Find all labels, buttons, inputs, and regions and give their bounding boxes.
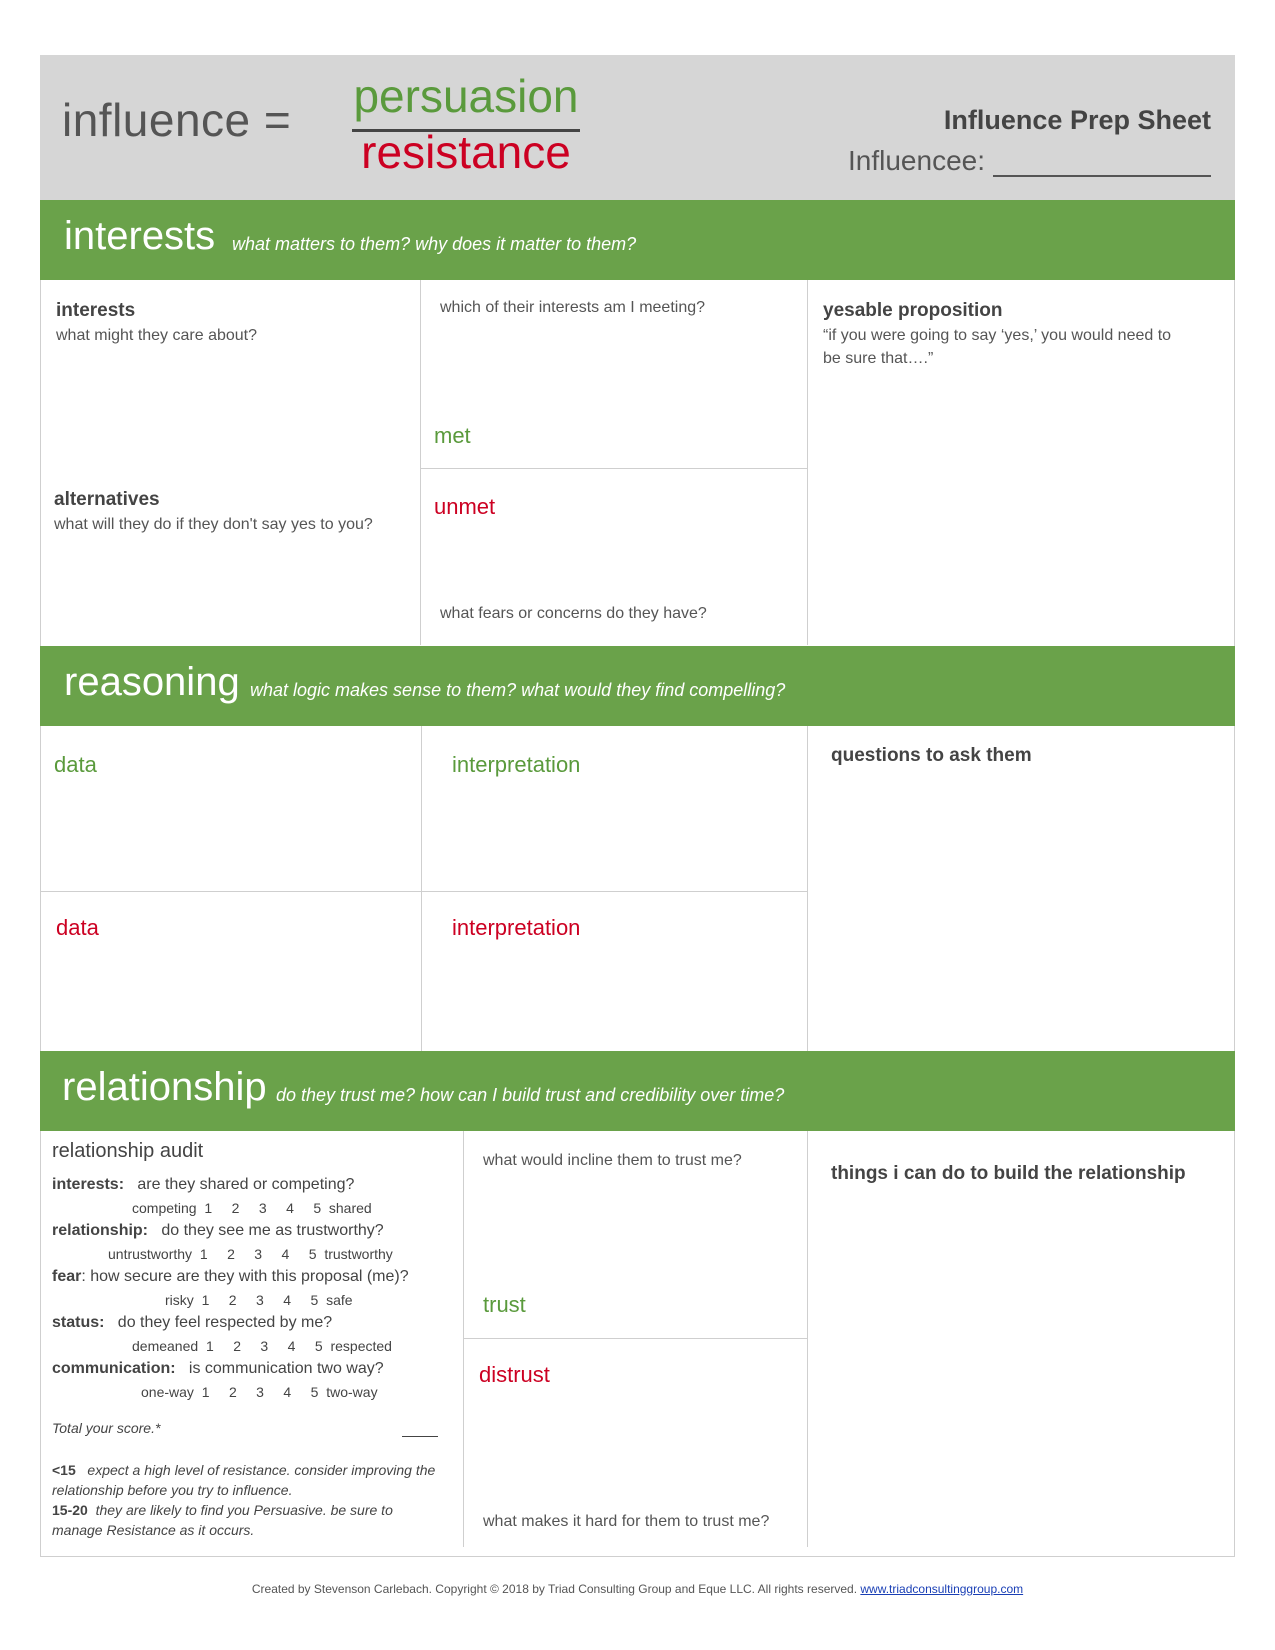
questions-label: questions to ask them xyxy=(831,745,1032,766)
audit-question: fear: how secure are they with this proposal (me)? xyxy=(52,1268,409,1285)
footer-copyright: Created by Stevenson Carlebach. Copyright © 2018 by Triad Consulting Group and Eque LLC. All rights reserved. xyxy=(251,1582,861,1596)
relationship-band xyxy=(40,1051,1235,1131)
alternatives-label: alternatives xyxy=(54,489,160,510)
divider xyxy=(807,280,808,645)
interests-band xyxy=(40,200,1235,280)
alternatives-prompt: what will they do if they don't say yes to you? xyxy=(54,516,373,533)
influencee-blank[interactable] xyxy=(993,151,1211,177)
footer xyxy=(0,1582,1275,1596)
audit-scale[interactable]: risky 1 2 3 4 5 safe xyxy=(165,1292,353,1308)
divider xyxy=(807,1131,808,1547)
interpretation-green-label: interpretation xyxy=(452,752,581,777)
distrust-label: distrust xyxy=(479,1362,550,1387)
data-green-label: data xyxy=(54,752,97,777)
hard-to-trust-prompt: what makes it hard for them to trust me? xyxy=(483,1513,770,1530)
divider xyxy=(463,1131,464,1547)
influencee-label: Influencee: xyxy=(848,145,985,176)
score-note-high: 15-20 they are likely to find you Persuasive. be sure to manage Resistance as it occurs. xyxy=(52,1502,393,1538)
audit-question: status: do they feel respected by me? xyxy=(52,1314,333,1331)
divider xyxy=(40,891,807,892)
trust-label: trust xyxy=(483,1292,526,1317)
relationship-band-title: relationship xyxy=(62,1065,267,1109)
interests-label: interests xyxy=(56,300,136,321)
yesable-prompt-line1: “if you were going to say ‘yes,’ you would need to xyxy=(823,327,1172,344)
formula-numerator: persuasion xyxy=(353,70,579,122)
audit-scale[interactable]: competing 1 2 3 4 5 shared xyxy=(132,1200,372,1216)
reasoning-band xyxy=(40,646,1235,726)
interests-band-question: what matters to them? why does it matter to them? xyxy=(232,234,637,254)
relationship-band-question: do they trust me? how can I build trust and credibility over time? xyxy=(276,1085,785,1105)
sheet-header xyxy=(40,55,1235,200)
influencee-field[interactable] xyxy=(848,145,1211,177)
total-score-label: Total your score.* xyxy=(52,1420,161,1436)
fears-prompt: what fears or concerns do they have? xyxy=(440,605,707,622)
divider xyxy=(463,1338,807,1339)
score-note-low: <15 expect a high level of resistance. consider improving the relationship before you try to influence. xyxy=(52,1462,436,1498)
build-relationship-label: things i can do to build the relationship xyxy=(831,1163,1186,1184)
interests-prompt: what might they care about? xyxy=(56,327,258,344)
met-label: met xyxy=(434,423,471,448)
total-score-blank[interactable] xyxy=(402,1436,438,1437)
audit-question: communication: is communication two way? xyxy=(52,1360,384,1377)
divider xyxy=(421,726,422,1051)
audit-title: relationship audit xyxy=(52,1140,204,1162)
interpretation-red-label: interpretation xyxy=(452,915,581,940)
audit-scale[interactable]: demeaned 1 2 3 4 5 respected xyxy=(132,1338,392,1354)
audit-scale[interactable]: untrustworthy 1 2 3 4 5 trustworthy xyxy=(108,1246,393,1262)
reasoning-band-title: reasoning xyxy=(64,660,240,704)
audit-question: interests: are they shared or competing? xyxy=(52,1176,355,1193)
sheet-title: Influence Prep Sheet xyxy=(943,105,1211,135)
yesable-prompt-line2: be sure that….” xyxy=(823,350,934,367)
meeting-interests-prompt: which of their interests am I meeting? xyxy=(440,299,706,316)
divider xyxy=(807,726,808,1051)
formula-lhs: influence = xyxy=(62,94,292,146)
unmet-label: unmet xyxy=(434,494,496,519)
data-red-label: data xyxy=(56,915,99,940)
interests-band-title: interests xyxy=(64,214,216,258)
incline-trust-prompt: what would incline them to trust me? xyxy=(483,1152,742,1169)
yesable-label: yesable proposition xyxy=(823,300,1003,321)
divider xyxy=(420,468,807,469)
divider xyxy=(420,280,421,645)
audit-scale[interactable]: one-way 1 2 3 4 5 two-way xyxy=(141,1384,378,1400)
audit-question: relationship: do they see me as trustworthy? xyxy=(52,1222,384,1239)
formula-denominator: resistance xyxy=(361,126,571,178)
footer-link[interactable]: www.triadconsultinggroup.com xyxy=(860,1582,1024,1596)
reasoning-band-question: what logic makes sense to them? what would they find compelling? xyxy=(250,680,786,700)
